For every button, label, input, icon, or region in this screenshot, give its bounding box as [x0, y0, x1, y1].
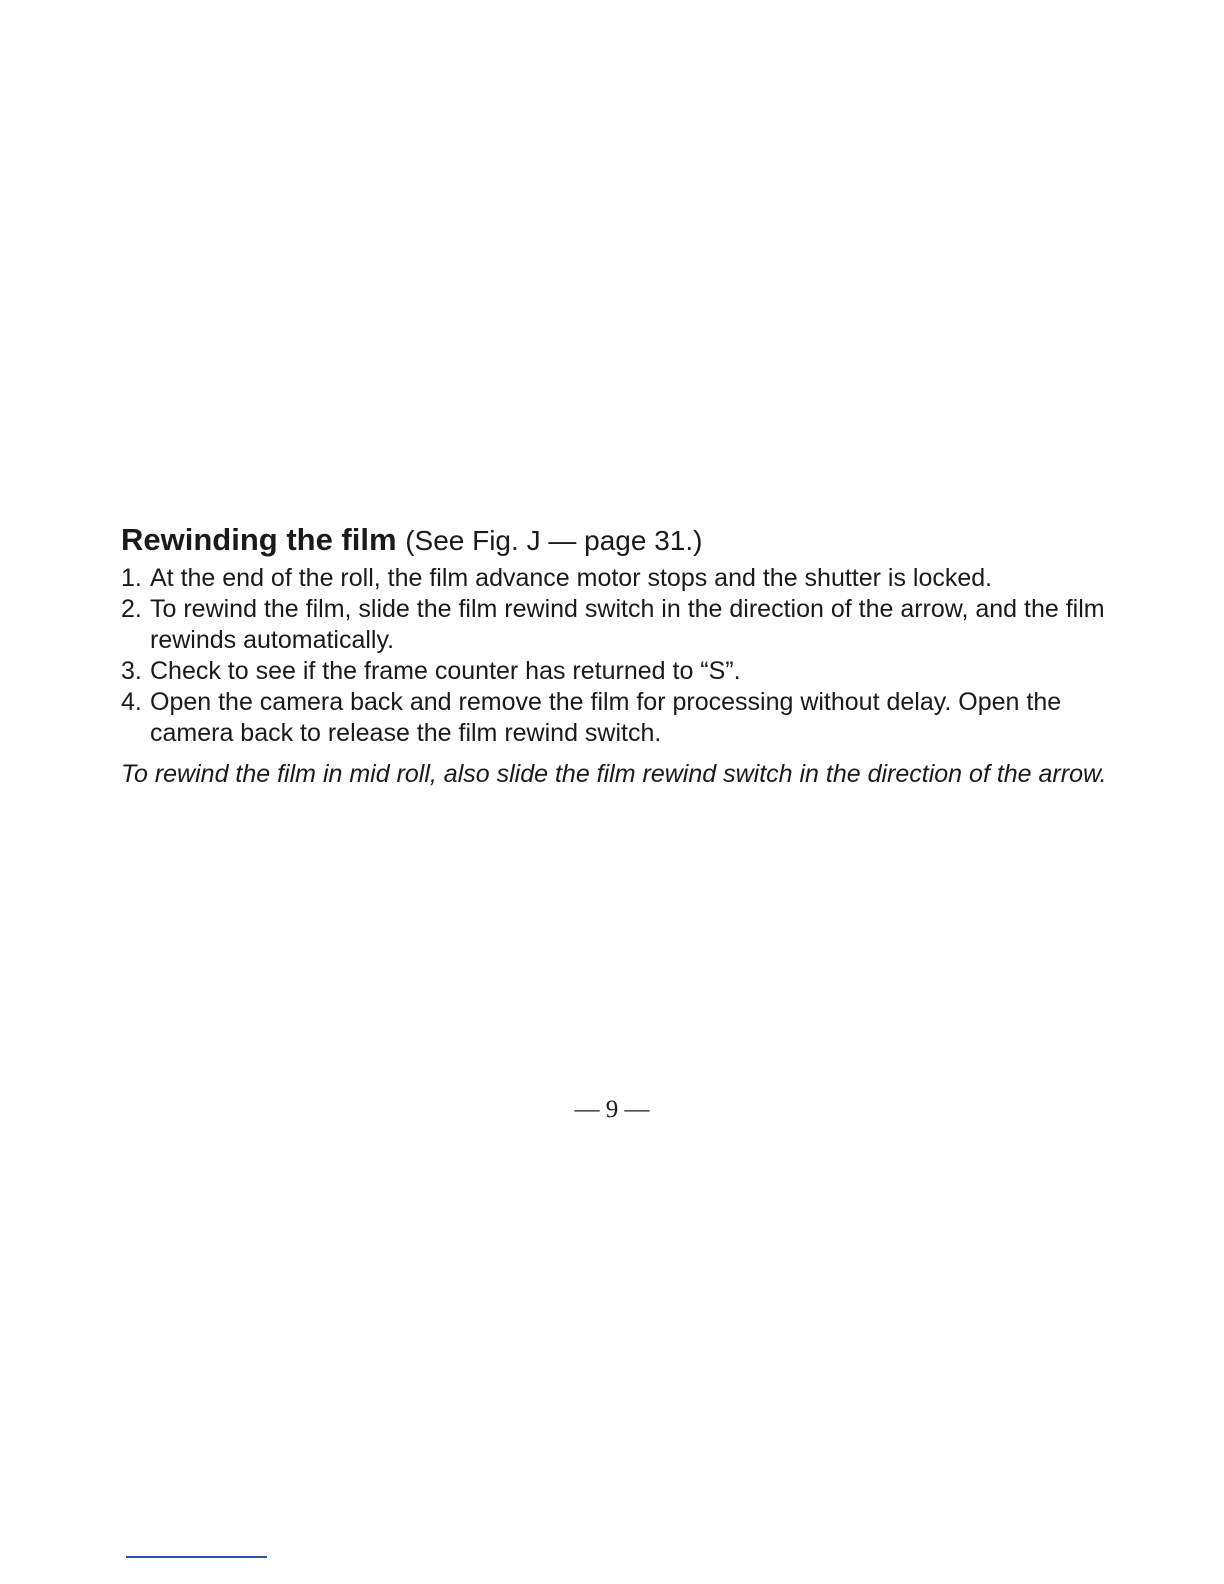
- step-text: To rewind the film, slide the film rewind switch in the direction of the arrow, and the film rewinds automatically.: [150, 595, 1105, 654]
- step-item: [121, 563, 1111, 594]
- rewinding-section: [121, 520, 1111, 790]
- section-heading: [121, 520, 1111, 561]
- footer-rule: [126, 1556, 267, 1558]
- step-text: At the end of the roll, the film advance motor stops and the shutter is locked.: [150, 564, 993, 592]
- step-item: [121, 687, 1111, 749]
- mid-roll-note: To rewind the film in mid roll, also slide the film rewind switch in the direction of the arrow.: [121, 760, 1107, 788]
- step-text: Check to see if the frame counter has returned to “S”.: [150, 657, 741, 685]
- step-text: Open the camera back and remove the film for processing without delay. Open the camera back to release the film rewind switch.: [150, 688, 1062, 747]
- step-number: 4.: [121, 688, 142, 716]
- page-number: — 9 —: [574, 1096, 650, 1123]
- step-number: 1.: [121, 564, 142, 592]
- steps-list: [121, 563, 1111, 749]
- section-title: Rewinding the film: [121, 522, 397, 557]
- step-item: [121, 656, 1111, 687]
- figure-reference: (See Fig. J — page 31.): [405, 525, 703, 556]
- step-number: 3.: [121, 657, 142, 685]
- step-item: [121, 594, 1111, 656]
- step-number: 2.: [121, 595, 142, 623]
